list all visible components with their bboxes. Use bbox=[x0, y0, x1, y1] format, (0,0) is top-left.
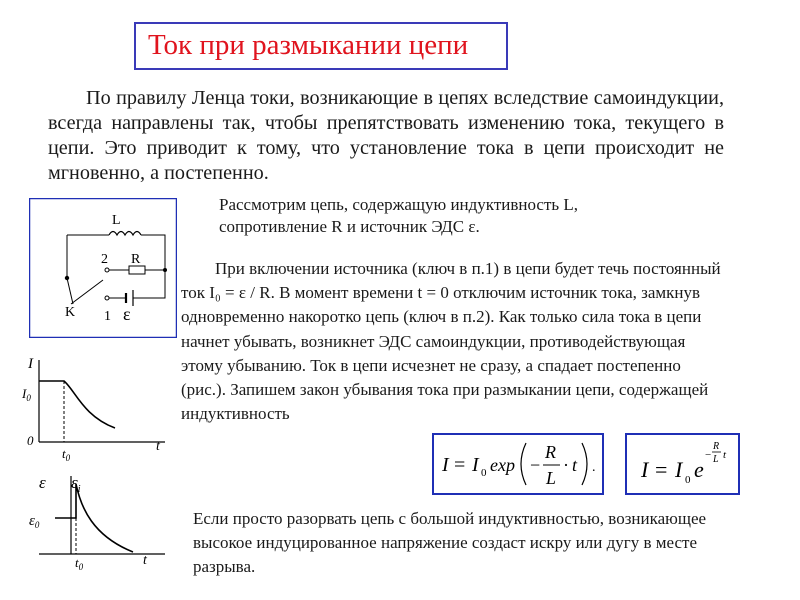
resistor bbox=[129, 266, 145, 274]
f2-t: t bbox=[723, 449, 727, 461]
key-blade bbox=[71, 280, 103, 304]
f1-i: I bbox=[472, 454, 479, 476]
intro-paragraph bbox=[48, 86, 724, 186]
intro-text: По правилу Ленца токи, возникающие в цепях вследствие самоиндукции, всегда направлены так, чтобы препятствовать изменению тока, текущего в цепи. Это приводит к тому, что установление тока в цепи происходит не мгновенно, а постепенно. bbox=[48, 87, 724, 184]
f1-end: . bbox=[592, 460, 596, 475]
inductor-coil bbox=[109, 232, 141, 236]
f1-eq: = bbox=[454, 454, 466, 476]
resistor-label: R bbox=[131, 252, 141, 267]
current-curve bbox=[39, 381, 115, 428]
f1-paren-left bbox=[521, 443, 526, 485]
f1-num: R bbox=[545, 442, 556, 462]
x-axis-label: t bbox=[156, 439, 160, 454]
epsi-label: $\varepsilon_i$ bbox=[71, 473, 81, 495]
f2-den: L bbox=[713, 454, 719, 465]
f1-exp: exp bbox=[490, 455, 515, 475]
closing-text: Если просто разорвать цепь с большой индуктивностью, возникающее высокое индуцированное напряжение создаст искру или дугу в месте разрыва. bbox=[193, 509, 707, 576]
f1-minus: − bbox=[530, 455, 541, 475]
contact-1-label: 1 bbox=[104, 309, 111, 324]
f1-t: t bbox=[572, 455, 578, 475]
title-box bbox=[134, 22, 508, 70]
origin-label: 0 bbox=[27, 433, 34, 448]
eps-label: ε bbox=[39, 473, 46, 492]
i0-label: $I_0$ bbox=[22, 386, 31, 403]
f1-paren-right bbox=[582, 443, 587, 485]
f2-i: I bbox=[675, 457, 683, 482]
f2-lhs: I bbox=[641, 457, 649, 482]
consider-text: Рассмотрим цепь, содержащую индуктивность L, сопротивление R и источник ЭДС ε. bbox=[219, 195, 579, 236]
contact-2-label: 2 bbox=[101, 252, 108, 267]
wire-top-right bbox=[141, 235, 165, 270]
y-axis-label: I bbox=[28, 356, 33, 372]
contact-2 bbox=[105, 268, 109, 272]
f1-den: L bbox=[546, 468, 557, 488]
f2-num: R bbox=[713, 441, 720, 452]
f2-eq: = bbox=[655, 457, 668, 482]
closing-paragraph bbox=[193, 507, 723, 579]
slide-title: Ток при размыкании цепи bbox=[148, 29, 469, 61]
formula-box-e bbox=[625, 433, 740, 495]
formula-box-exp bbox=[432, 433, 604, 495]
explanation-text: При включении источника (ключ в п.1) в цепи будет течь постоянный ток I₀ = ε / R. В момент времени t = 0 отключим источник тока, замкнув одновременно накоротко цепь (ключ в п.2). Как только сила тока в цепи начнет убывать, возникнет ЭДС самоиндукции, противодействующая этому убыванию. Ток в цепи исчезнет не сразу, а спадает постепенно (рис.). Запишем закон убывания тока при размыкании цепи, содержащей индуктивность bbox=[181, 259, 721, 424]
emf-graph bbox=[15, 468, 175, 578]
eps0-label: $\varepsilon_0$ bbox=[29, 513, 40, 530]
key-label: K bbox=[65, 305, 76, 320]
f2-e: e bbox=[694, 457, 704, 482]
source-label: ε bbox=[123, 304, 131, 324]
f2-minus: − bbox=[705, 449, 712, 461]
f2-i-sub: 0 bbox=[685, 474, 691, 486]
explanation-paragraph bbox=[181, 257, 721, 426]
contact-1 bbox=[105, 296, 109, 300]
f1-dot: · bbox=[563, 455, 569, 475]
emf-curve bbox=[55, 484, 133, 552]
circuit-diagram bbox=[29, 198, 177, 338]
key-pivot-wire bbox=[67, 278, 73, 304]
f1-lhs: I bbox=[442, 454, 449, 476]
f1-i-sub: 0 bbox=[481, 467, 487, 479]
circuit-frame bbox=[30, 199, 177, 338]
emf-x-axis-label: t bbox=[143, 553, 147, 568]
emf-t0-label: $t_0$ bbox=[75, 555, 84, 572]
inductor-label: L bbox=[112, 213, 121, 228]
t0-label: $t_0$ bbox=[62, 446, 71, 462]
current-graph bbox=[15, 352, 175, 462]
